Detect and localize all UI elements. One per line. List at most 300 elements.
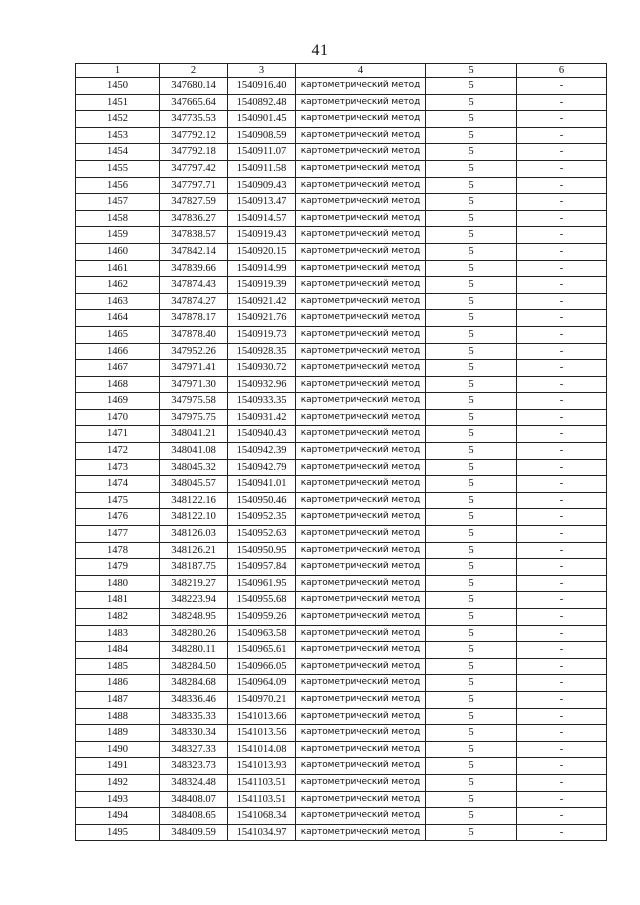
x-coordinate-cell: 347665.64	[160, 94, 228, 111]
table-row	[76, 708, 607, 725]
point-number-cell: 1458	[76, 210, 160, 227]
x-coordinate-cell: 348041.21	[160, 426, 228, 443]
table-row	[76, 243, 607, 260]
accuracy-cell: 5	[426, 476, 517, 493]
table-row	[76, 227, 607, 244]
y-coordinate-cell: 1540942.79	[228, 459, 296, 476]
method-cell: картометрический метод	[296, 691, 426, 708]
point-number-cell: 1491	[76, 758, 160, 775]
y-coordinate-cell: 1540970.21	[228, 691, 296, 708]
method-cell: картометрический метод	[296, 741, 426, 758]
table-row	[76, 144, 607, 161]
point-number-cell: 1464	[76, 310, 160, 327]
x-coordinate-cell: 347735.53	[160, 111, 228, 128]
note-cell: -	[517, 609, 607, 626]
note-cell: -	[517, 824, 607, 841]
table-row	[76, 609, 607, 626]
accuracy-cell: 5	[426, 277, 517, 294]
point-number-cell: 1482	[76, 609, 160, 626]
x-coordinate-cell: 347839.66	[160, 260, 228, 277]
method-cell: картометрический метод	[296, 94, 426, 111]
x-coordinate-cell: 347975.75	[160, 409, 228, 426]
method-cell: картометрический метод	[296, 160, 426, 177]
table-row	[76, 127, 607, 144]
note-cell: -	[517, 78, 607, 95]
table-row	[76, 476, 607, 493]
table-row	[76, 741, 607, 758]
method-cell: картометрический метод	[296, 725, 426, 742]
x-coordinate-cell: 347838.57	[160, 227, 228, 244]
table-row	[76, 542, 607, 559]
method-cell: картометрический метод	[296, 194, 426, 211]
note-cell: -	[517, 509, 607, 526]
point-number-cell: 1461	[76, 260, 160, 277]
y-coordinate-cell: 1541014.08	[228, 741, 296, 758]
method-cell: картометрический метод	[296, 476, 426, 493]
x-coordinate-cell: 348223.94	[160, 592, 228, 609]
table-row	[76, 94, 607, 111]
method-cell: картометрический метод	[296, 609, 426, 626]
point-number-cell: 1485	[76, 658, 160, 675]
table-row	[76, 160, 607, 177]
point-number-cell: 1483	[76, 625, 160, 642]
y-coordinate-cell: 1540908.59	[228, 127, 296, 144]
method-cell: картометрический метод	[296, 625, 426, 642]
accuracy-cell: 5	[426, 774, 517, 791]
table-header	[76, 64, 607, 78]
note-cell: -	[517, 459, 607, 476]
point-number-cell: 1470	[76, 409, 160, 426]
table-row	[76, 343, 607, 360]
point-number-cell: 1490	[76, 741, 160, 758]
accuracy-cell: 5	[426, 758, 517, 775]
x-coordinate-cell: 348122.16	[160, 492, 228, 509]
point-number-cell: 1465	[76, 326, 160, 343]
x-coordinate-cell: 347797.42	[160, 160, 228, 177]
x-coordinate-cell: 347827.59	[160, 194, 228, 211]
method-cell: картометрический метод	[296, 409, 426, 426]
note-cell: -	[517, 625, 607, 642]
note-cell: -	[517, 526, 607, 543]
x-coordinate-cell: 348280.11	[160, 642, 228, 659]
y-coordinate-cell: 1541013.93	[228, 758, 296, 775]
y-coordinate-cell: 1540959.26	[228, 609, 296, 626]
method-cell: картометрический метод	[296, 492, 426, 509]
table-row	[76, 443, 607, 460]
y-coordinate-cell: 1541103.51	[228, 791, 296, 808]
point-number-cell: 1457	[76, 194, 160, 211]
x-coordinate-cell: 347836.27	[160, 210, 228, 227]
accuracy-cell: 5	[426, 360, 517, 377]
point-number-cell: 1477	[76, 526, 160, 543]
note-cell: -	[517, 658, 607, 675]
note-cell: -	[517, 443, 607, 460]
y-coordinate-cell: 1540914.99	[228, 260, 296, 277]
y-coordinate-cell: 1540940.43	[228, 426, 296, 443]
coordinates-table	[75, 63, 607, 841]
note-cell: -	[517, 277, 607, 294]
x-coordinate-cell: 348045.57	[160, 476, 228, 493]
note-cell: -	[517, 476, 607, 493]
point-number-cell: 1480	[76, 575, 160, 592]
method-cell: картометрический метод	[296, 426, 426, 443]
note-cell: -	[517, 260, 607, 277]
y-coordinate-cell: 1540919.43	[228, 227, 296, 244]
point-number-cell: 1484	[76, 642, 160, 659]
x-coordinate-cell: 347797.71	[160, 177, 228, 194]
point-number-cell: 1459	[76, 227, 160, 244]
point-number-cell: 1493	[76, 791, 160, 808]
accuracy-cell: 5	[426, 708, 517, 725]
accuracy-cell: 5	[426, 293, 517, 310]
y-coordinate-cell: 1540909.43	[228, 177, 296, 194]
method-cell: картометрический метод	[296, 78, 426, 95]
accuracy-cell: 5	[426, 260, 517, 277]
method-cell: картометрический метод	[296, 326, 426, 343]
method-cell: картометрический метод	[296, 658, 426, 675]
y-coordinate-cell: 1540919.73	[228, 326, 296, 343]
x-coordinate-cell: 348248.95	[160, 609, 228, 626]
accuracy-cell: 5	[426, 741, 517, 758]
method-cell: картометрический метод	[296, 559, 426, 576]
x-coordinate-cell: 347792.12	[160, 127, 228, 144]
method-cell: картометрический метод	[296, 393, 426, 410]
point-number-cell: 1473	[76, 459, 160, 476]
accuracy-cell: 5	[426, 642, 517, 659]
note-cell: -	[517, 642, 607, 659]
point-number-cell: 1472	[76, 443, 160, 460]
x-coordinate-cell: 348323.73	[160, 758, 228, 775]
point-number-cell: 1463	[76, 293, 160, 310]
table-row	[76, 360, 607, 377]
accuracy-cell: 5	[426, 609, 517, 626]
y-coordinate-cell: 1540963.58	[228, 625, 296, 642]
x-coordinate-cell: 348126.03	[160, 526, 228, 543]
method-cell: картометрический метод	[296, 111, 426, 128]
note-cell: -	[517, 127, 607, 144]
table-row	[76, 393, 607, 410]
method-cell: картометрический метод	[296, 642, 426, 659]
accuracy-cell: 5	[426, 658, 517, 675]
y-coordinate-cell: 1540950.95	[228, 542, 296, 559]
accuracy-cell: 5	[426, 575, 517, 592]
point-number-cell: 1469	[76, 393, 160, 410]
point-number-cell: 1474	[76, 476, 160, 493]
table-row	[76, 642, 607, 659]
y-coordinate-cell: 1540919.39	[228, 277, 296, 294]
column-header-1: 1	[76, 64, 160, 78]
y-coordinate-cell: 1540952.63	[228, 526, 296, 543]
x-coordinate-cell: 348126.21	[160, 542, 228, 559]
x-coordinate-cell: 348219.27	[160, 575, 228, 592]
table-row	[76, 111, 607, 128]
method-cell: картометрический метод	[296, 708, 426, 725]
accuracy-cell: 5	[426, 542, 517, 559]
note-cell: -	[517, 708, 607, 725]
table-row	[76, 376, 607, 393]
note-cell: -	[517, 194, 607, 211]
point-number-cell: 1462	[76, 277, 160, 294]
y-coordinate-cell: 1540942.39	[228, 443, 296, 460]
table-row	[76, 78, 607, 95]
note-cell: -	[517, 691, 607, 708]
accuracy-cell: 5	[426, 177, 517, 194]
point-number-cell: 1451	[76, 94, 160, 111]
point-number-cell: 1456	[76, 177, 160, 194]
point-number-cell: 1494	[76, 808, 160, 825]
accuracy-cell: 5	[426, 144, 517, 161]
y-coordinate-cell: 1540928.35	[228, 343, 296, 360]
x-coordinate-cell: 347878.17	[160, 310, 228, 327]
accuracy-cell: 5	[426, 326, 517, 343]
y-coordinate-cell: 1540932.96	[228, 376, 296, 393]
accuracy-cell: 5	[426, 376, 517, 393]
x-coordinate-cell: 348284.50	[160, 658, 228, 675]
method-cell: картометрический метод	[296, 277, 426, 294]
note-cell: -	[517, 326, 607, 343]
x-coordinate-cell: 348409.59	[160, 824, 228, 841]
note-cell: -	[517, 741, 607, 758]
y-coordinate-cell: 1540913.47	[228, 194, 296, 211]
note-cell: -	[517, 177, 607, 194]
accuracy-cell: 5	[426, 111, 517, 128]
y-coordinate-cell: 1540941.01	[228, 476, 296, 493]
x-coordinate-cell: 347878.40	[160, 326, 228, 343]
y-coordinate-cell: 1540964.09	[228, 675, 296, 692]
method-cell: картометрический метод	[296, 144, 426, 161]
table-row	[76, 326, 607, 343]
y-coordinate-cell: 1540920.15	[228, 243, 296, 260]
table-row	[76, 559, 607, 576]
accuracy-cell: 5	[426, 243, 517, 260]
method-cell: картометрический метод	[296, 791, 426, 808]
table-row	[76, 526, 607, 543]
point-number-cell: 1486	[76, 675, 160, 692]
x-coordinate-cell: 347842.14	[160, 243, 228, 260]
table-row	[76, 725, 607, 742]
point-number-cell: 1475	[76, 492, 160, 509]
table-row	[76, 824, 607, 841]
point-number-cell: 1454	[76, 144, 160, 161]
table-row	[76, 808, 607, 825]
accuracy-cell: 5	[426, 160, 517, 177]
table-row	[76, 426, 607, 443]
method-cell: картометрический метод	[296, 293, 426, 310]
x-coordinate-cell: 348408.65	[160, 808, 228, 825]
method-cell: картометрический метод	[296, 592, 426, 609]
x-coordinate-cell: 348041.08	[160, 443, 228, 460]
point-number-cell: 1481	[76, 592, 160, 609]
point-number-cell: 1479	[76, 559, 160, 576]
method-cell: картометрический метод	[296, 824, 426, 841]
method-cell: картометрический метод	[296, 774, 426, 791]
note-cell: -	[517, 492, 607, 509]
y-coordinate-cell: 1540950.46	[228, 492, 296, 509]
y-coordinate-cell: 1540961.95	[228, 575, 296, 592]
x-coordinate-cell: 348336.46	[160, 691, 228, 708]
accuracy-cell: 5	[426, 127, 517, 144]
accuracy-cell: 5	[426, 824, 517, 841]
y-coordinate-cell: 1540901.45	[228, 111, 296, 128]
y-coordinate-cell: 1540957.84	[228, 559, 296, 576]
page-number: 41	[311, 42, 329, 59]
method-cell: картометрический метод	[296, 343, 426, 360]
y-coordinate-cell: 1540933.35	[228, 393, 296, 410]
note-cell: -	[517, 808, 607, 825]
point-number-cell: 1471	[76, 426, 160, 443]
x-coordinate-cell: 347874.43	[160, 277, 228, 294]
accuracy-cell: 5	[426, 393, 517, 410]
table-row	[76, 791, 607, 808]
point-number-cell: 1489	[76, 725, 160, 742]
point-number-cell: 1476	[76, 509, 160, 526]
note-cell: -	[517, 575, 607, 592]
note-cell: -	[517, 160, 607, 177]
y-coordinate-cell: 1540921.42	[228, 293, 296, 310]
x-coordinate-cell: 348122.10	[160, 509, 228, 526]
x-coordinate-cell: 348327.33	[160, 741, 228, 758]
note-cell: -	[517, 559, 607, 576]
column-header-3: 3	[228, 64, 296, 78]
note-cell: -	[517, 542, 607, 559]
note-cell: -	[517, 376, 607, 393]
y-coordinate-cell: 1541034.97	[228, 824, 296, 841]
note-cell: -	[517, 774, 607, 791]
note-cell: -	[517, 791, 607, 808]
accuracy-cell: 5	[426, 592, 517, 609]
y-coordinate-cell: 1540914.57	[228, 210, 296, 227]
method-cell: картометрический метод	[296, 243, 426, 260]
point-number-cell: 1453	[76, 127, 160, 144]
table-row	[76, 177, 607, 194]
x-coordinate-cell: 348284.68	[160, 675, 228, 692]
accuracy-cell: 5	[426, 194, 517, 211]
accuracy-cell: 5	[426, 725, 517, 742]
header-row	[76, 64, 607, 78]
y-coordinate-cell: 1540930.72	[228, 360, 296, 377]
accuracy-cell: 5	[426, 492, 517, 509]
point-number-cell: 1488	[76, 708, 160, 725]
accuracy-cell: 5	[426, 210, 517, 227]
table-row	[76, 194, 607, 211]
method-cell: картометрический метод	[296, 758, 426, 775]
column-header-6: 6	[517, 64, 607, 78]
y-coordinate-cell: 1540921.76	[228, 310, 296, 327]
note-cell: -	[517, 144, 607, 161]
note-cell: -	[517, 310, 607, 327]
accuracy-cell: 5	[426, 343, 517, 360]
table-row	[76, 625, 607, 642]
method-cell: картометрический метод	[296, 808, 426, 825]
accuracy-cell: 5	[426, 227, 517, 244]
note-cell: -	[517, 725, 607, 742]
table-row	[76, 459, 607, 476]
table-row	[76, 774, 607, 791]
table-row	[76, 210, 607, 227]
point-number-cell: 1466	[76, 343, 160, 360]
method-cell: картометрический метод	[296, 260, 426, 277]
table-row	[76, 592, 607, 609]
accuracy-cell: 5	[426, 559, 517, 576]
column-header-4: 4	[296, 64, 426, 78]
point-number-cell: 1468	[76, 376, 160, 393]
method-cell: картометрический метод	[296, 542, 426, 559]
note-cell: -	[517, 343, 607, 360]
method-cell: картометрический метод	[296, 376, 426, 393]
x-coordinate-cell: 348408.07	[160, 791, 228, 808]
note-cell: -	[517, 426, 607, 443]
table-row	[76, 492, 607, 509]
x-coordinate-cell: 348045.32	[160, 459, 228, 476]
x-coordinate-cell: 347680.14	[160, 78, 228, 95]
column-header-2: 2	[160, 64, 228, 78]
x-coordinate-cell: 347874.27	[160, 293, 228, 310]
x-coordinate-cell: 348335.33	[160, 708, 228, 725]
method-cell: картометрический метод	[296, 127, 426, 144]
table-row	[76, 409, 607, 426]
note-cell: -	[517, 94, 607, 111]
note-cell: -	[517, 293, 607, 310]
note-cell: -	[517, 758, 607, 775]
table-row	[76, 310, 607, 327]
method-cell: картометрический метод	[296, 675, 426, 692]
point-number-cell: 1478	[76, 542, 160, 559]
x-coordinate-cell: 347975.58	[160, 393, 228, 410]
y-coordinate-cell: 1540892.48	[228, 94, 296, 111]
table-row	[76, 691, 607, 708]
accuracy-cell: 5	[426, 409, 517, 426]
y-coordinate-cell: 1540911.58	[228, 160, 296, 177]
table-row	[76, 658, 607, 675]
note-cell: -	[517, 111, 607, 128]
table-row	[76, 675, 607, 692]
accuracy-cell: 5	[426, 426, 517, 443]
note-cell: -	[517, 409, 607, 426]
note-cell: -	[517, 675, 607, 692]
point-number-cell: 1467	[76, 360, 160, 377]
y-coordinate-cell: 1540955.68	[228, 592, 296, 609]
accuracy-cell: 5	[426, 310, 517, 327]
point-number-cell: 1455	[76, 160, 160, 177]
table-body	[76, 78, 607, 841]
accuracy-cell: 5	[426, 78, 517, 95]
method-cell: картометрический метод	[296, 526, 426, 543]
note-cell: -	[517, 227, 607, 244]
table-row	[76, 260, 607, 277]
y-coordinate-cell: 1540916.40	[228, 78, 296, 95]
x-coordinate-cell: 348187.75	[160, 559, 228, 576]
x-coordinate-cell: 347971.41	[160, 360, 228, 377]
y-coordinate-cell: 1540965.61	[228, 642, 296, 659]
y-coordinate-cell: 1540911.07	[228, 144, 296, 161]
method-cell: картометрический метод	[296, 459, 426, 476]
y-coordinate-cell: 1541013.66	[228, 708, 296, 725]
method-cell: картометрический метод	[296, 210, 426, 227]
x-coordinate-cell: 347952.26	[160, 343, 228, 360]
note-cell: -	[517, 360, 607, 377]
point-number-cell: 1492	[76, 774, 160, 791]
accuracy-cell: 5	[426, 94, 517, 111]
accuracy-cell: 5	[426, 526, 517, 543]
accuracy-cell: 5	[426, 808, 517, 825]
method-cell: картометрический метод	[296, 575, 426, 592]
method-cell: картометрический метод	[296, 227, 426, 244]
note-cell: -	[517, 243, 607, 260]
x-coordinate-cell: 348280.26	[160, 625, 228, 642]
method-cell: картометрический метод	[296, 509, 426, 526]
accuracy-cell: 5	[426, 791, 517, 808]
y-coordinate-cell: 1541103.51	[228, 774, 296, 791]
